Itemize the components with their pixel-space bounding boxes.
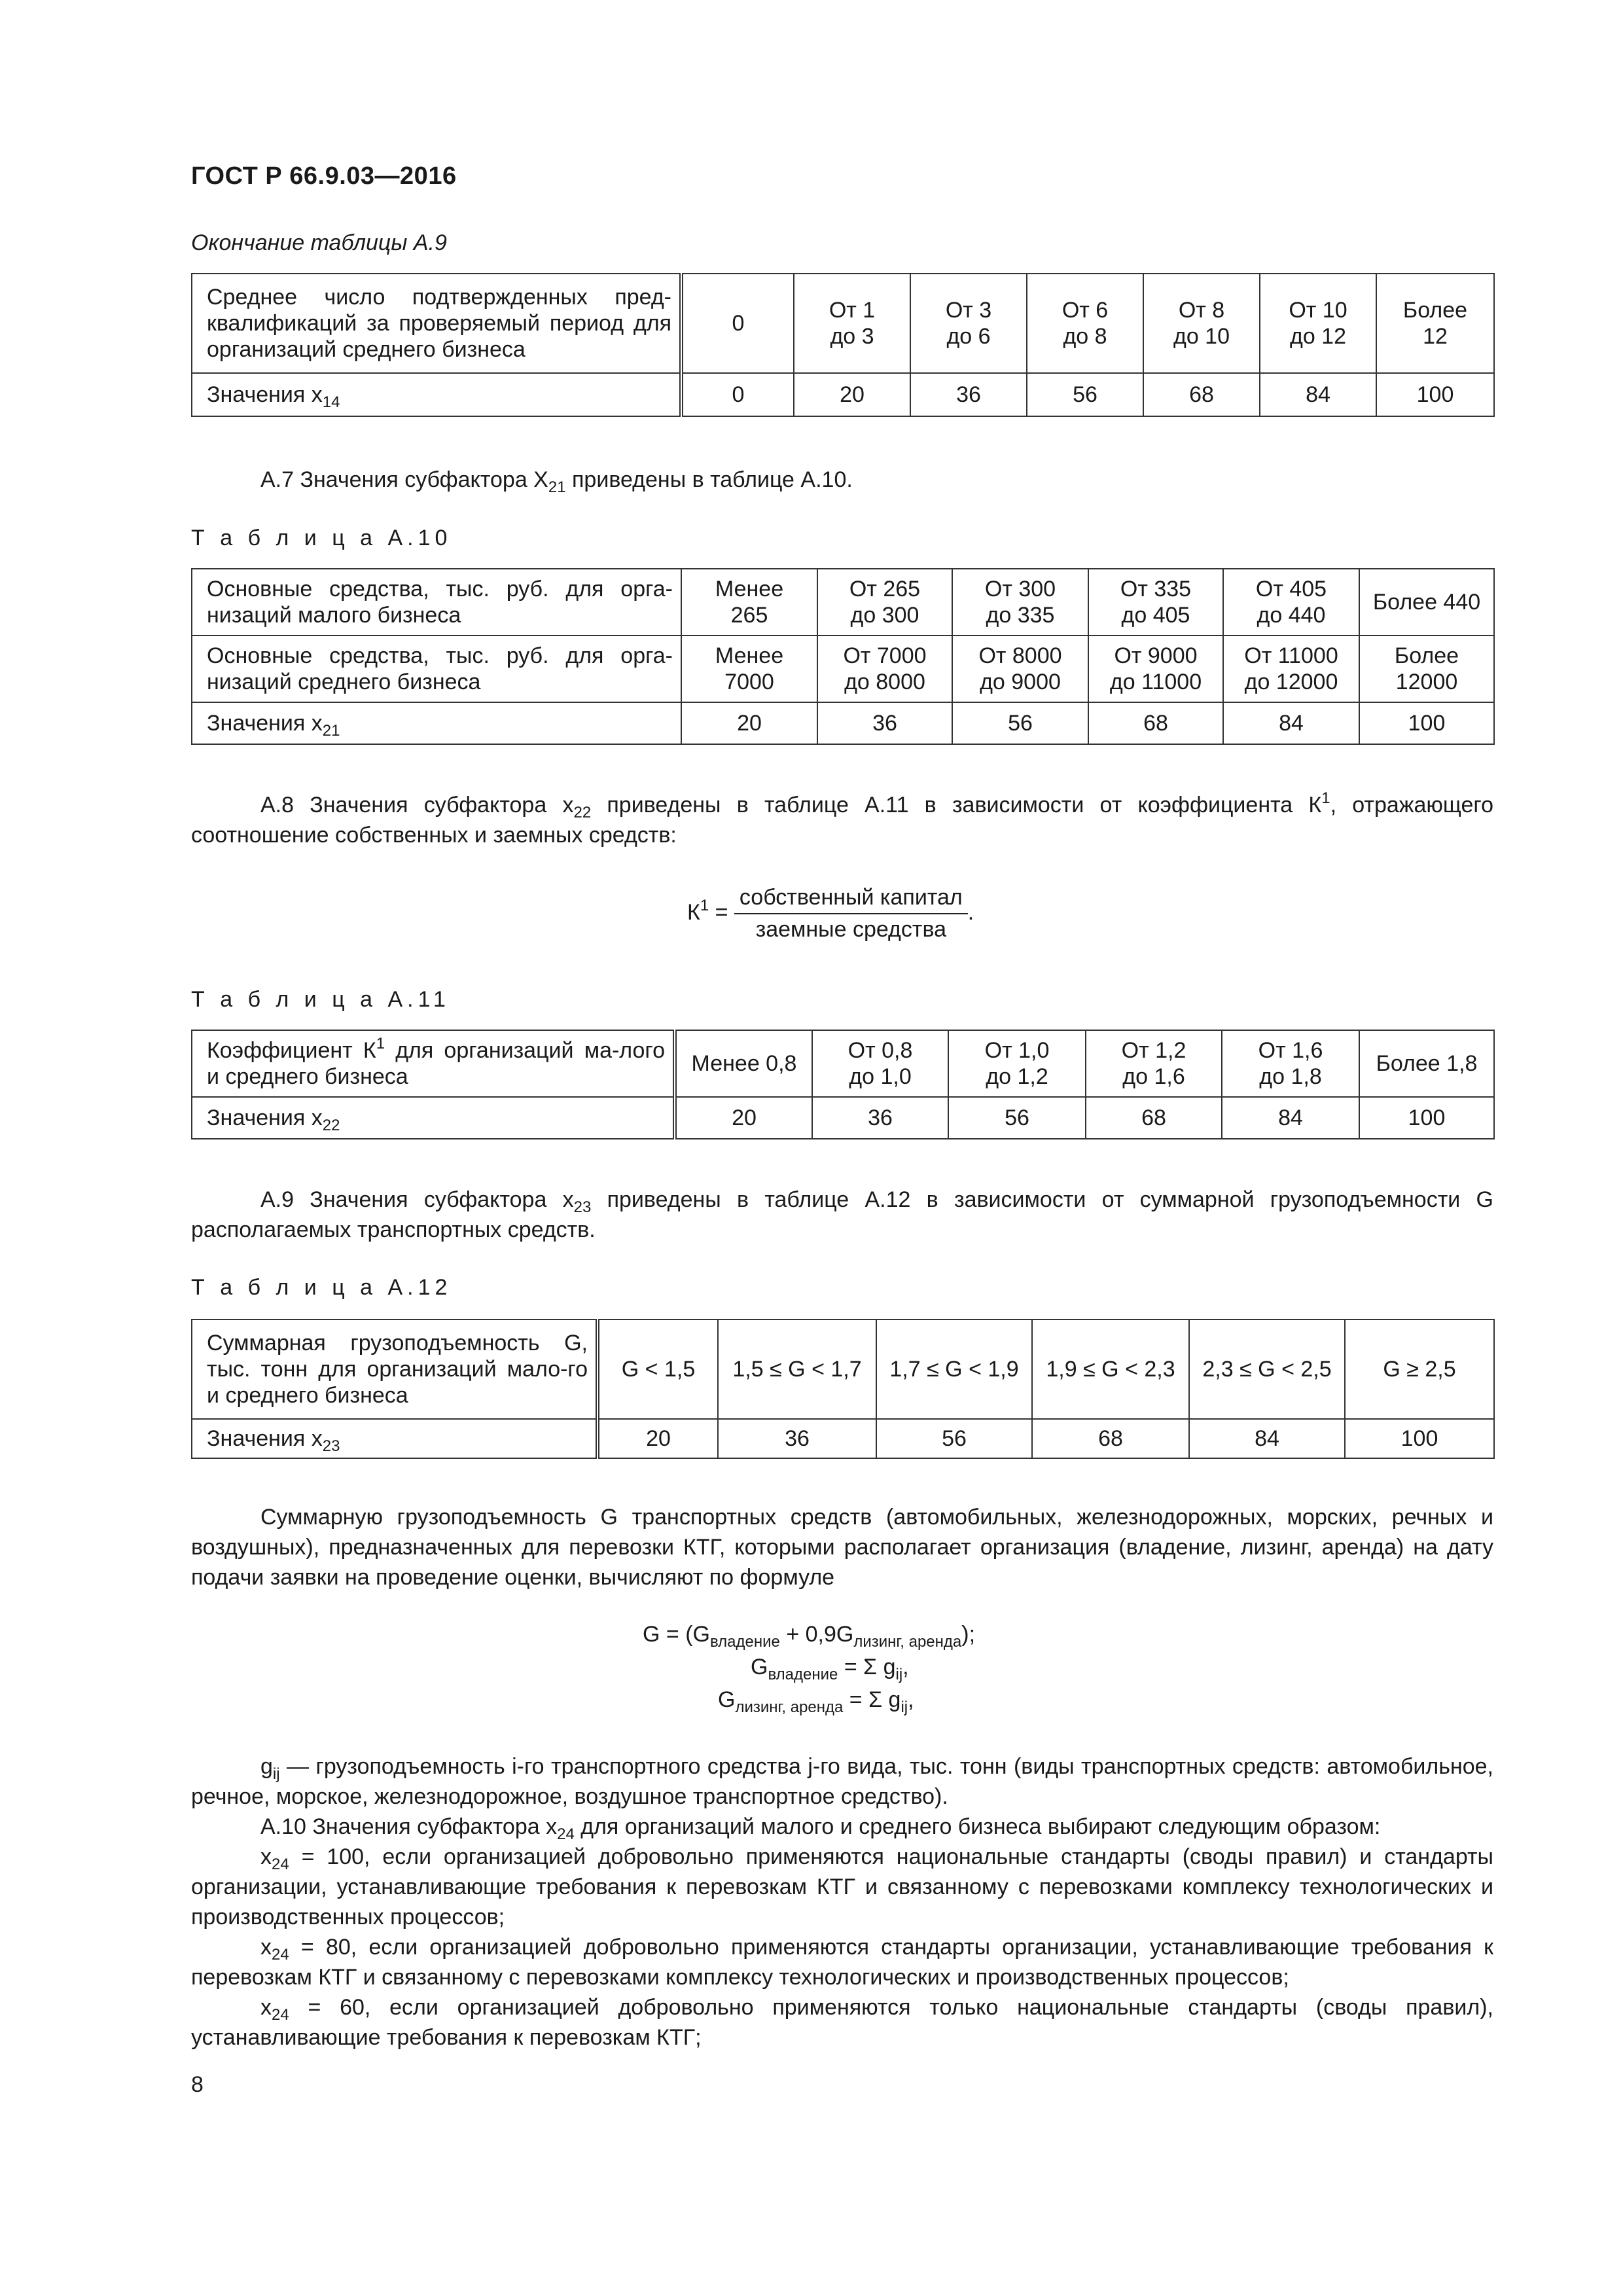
table-cell: 20 [681, 702, 817, 744]
table-cell: 56 [948, 1097, 1086, 1139]
table-cell: От 1,6 до 1,8 [1222, 1030, 1359, 1097]
table-cell: От 335 до 405 [1088, 569, 1223, 636]
table-cell: От 7000 до 8000 [817, 636, 952, 702]
gij-definition: $g_{ij}$ — грузоподъемность i-го транспортного средства j-го вида, тыс. тонн (виды транспортных средств: автомобильное, речное, морское, железнодорожное, воздушное транспортное средство). [191, 1754, 1493, 1809]
table-cell: 84 [1189, 1419, 1345, 1458]
table-a11 [191, 1030, 1495, 1139]
table-a9-row2-label: Значения $x_{14}$ [192, 373, 681, 416]
table-cell: Более 12000 [1359, 636, 1494, 702]
table-cell: Более 1,8 [1359, 1030, 1494, 1097]
formula-g-line3: $G_{лизинг, аренда} = \Sigma$ $g_{ij}$, [718, 1687, 914, 1716]
table-cell: Более 12 [1376, 274, 1494, 373]
formula-k1-denominator: заемные средства [755, 917, 947, 942]
table-cell: 2,3 ≤ G < 2,5 [1189, 1319, 1345, 1419]
table-cell: 0 [681, 373, 794, 416]
list-item: $x_{24} = 80$, если организацией добровольно применяются стандарты организации, устанавливающие требования к перевозкам КТГ и связанному с перевозками комплексу технологических и производственных процессов; [191, 1935, 1493, 1990]
page-number: 8 [191, 2072, 204, 2097]
table-cell: Более 440 [1359, 569, 1494, 636]
table-a10-row1-label: Основные средства, тыс. руб. для орга-низаций малого бизнеса [192, 569, 681, 636]
document-header: ГОСТ Р 66.9.03—2016 [191, 162, 457, 190]
table-cell: 84 [1260, 373, 1376, 416]
table-cell: 36 [817, 702, 952, 744]
table-cell: 36 [812, 1097, 948, 1139]
list-item: $x_{24} = 60$, если организацией добровольно применяются только национальные стандарты (своды правил), устанавливающие требования к перевозкам КТГ; [191, 1995, 1493, 2050]
table-cell: 1,7 ≤ G < 1,9 [876, 1319, 1032, 1419]
paragraph-g: Суммарную грузоподъемность G транспортных средств (автомобильных, железнодорожных, морских, речных и воздушных), предназначенных для перевозки КТГ, которыми располагает организация (владение, лизинг, аренда) на дату подачи заявки на проведение оценки, вычисляют по формуле [191, 1505, 1493, 1590]
table-cell: 68 [1143, 373, 1260, 416]
table-a12-row1-label: Суммарная грузоподъемность G, тыс. тонн для организаций мало-го и среднего бизнеса [192, 1319, 597, 1419]
table-a11-row2-label: Значения $x_{22}$ [192, 1097, 675, 1139]
table-cell: 56 [1027, 373, 1143, 416]
table-cell: От 10 до 12 [1260, 274, 1376, 373]
clause-a8: А.8 Значения субфактора $x_{22}$ приведены в таблице А.11 в зависимости от коэффициента $К^1$, отражающего соотношение собственных и заемных средств: [191, 789, 1493, 848]
table-cell: 20 [794, 373, 910, 416]
table-a10 [191, 568, 1495, 745]
list-item: $x_{24} = 100$, если организацией добровольно применяются национальные стандарты (своды правил) и стандарты организации, устанавливающие требования к перевозкам КТГ и связанному с перевозками комплексу технологических и производственных процессов; [191, 1844, 1493, 1929]
table-cell: 56 [952, 702, 1088, 744]
table-cell: От 8 до 10 [1143, 274, 1260, 373]
table-cell: 100 [1359, 1097, 1494, 1139]
table-cell: От 8000 до 9000 [952, 636, 1088, 702]
table-cell: От 6 до 8 [1027, 274, 1143, 373]
table-cell: 100 [1376, 373, 1494, 416]
table-a11-row1-label: Коэффициент $К^1$ для организаций ма-лого и среднего бизнеса [192, 1030, 675, 1097]
table-cell: Менее 0,8 [675, 1030, 812, 1097]
table-a12-row2-label: Значения $x_{23}$ [192, 1419, 597, 1458]
table-cell: 68 [1032, 1419, 1189, 1458]
table-cell: 100 [1359, 702, 1494, 744]
table-cell: 56 [876, 1419, 1032, 1458]
table-cell: От 9000 до 11000 [1088, 636, 1223, 702]
table-a9-row1-label: Среднее число подтвержденных пред-квалификаций за проверяемый период для организаций среднего бизнеса [192, 274, 681, 373]
table-cell: 100 [1345, 1419, 1494, 1458]
table-cell: От 1,0 до 1,2 [948, 1030, 1086, 1097]
clause-a7: А.7 Значения субфактора $X_{21}$ приведены в таблице А.10. [260, 467, 853, 496]
table-cell: G < 1,5 [597, 1319, 718, 1419]
table-cell: 84 [1222, 1097, 1359, 1139]
table-a9 [191, 273, 1495, 417]
table-cell: 1,9 ≤ G < 2,3 [1032, 1319, 1189, 1419]
table-cell: 1,5 ≤ G < 1,7 [718, 1319, 876, 1419]
table-cell: От 300 до 335 [952, 569, 1088, 636]
table-cell: 20 [597, 1419, 718, 1458]
table-a10-row2-label: Основные средства, тыс. руб. для орга-низаций среднего бизнеса [192, 636, 681, 702]
table-cell: 84 [1223, 702, 1359, 744]
table-a11-caption: Т а б л и ц а А.11 [191, 987, 450, 1012]
clause-a9: А.9 Значения субфактора $x_{23}$ приведены в таблице А.12 в зависимости от суммарной грузоподъемности G располагаемых транспортных средств. [191, 1187, 1493, 1242]
table-cell: 36 [718, 1419, 876, 1458]
table-cell: От 1 до 3 [794, 274, 910, 373]
table-cell: От 11000 до 12000 [1223, 636, 1359, 702]
table-a12-caption: Т а б л и ц а А.12 [191, 1275, 452, 1300]
table-cell: От 0,8 до 1,0 [812, 1030, 948, 1097]
table-cell: 68 [1088, 702, 1223, 744]
table-cell: 20 [675, 1097, 812, 1139]
formula-g-line2: $G_{владение} = \Sigma$ $g_{ij}$, [751, 1655, 909, 1683]
formula-k1-numerator: собственный капитал [734, 885, 968, 914]
table-a9-caption: Окончание таблицы А.9 [191, 230, 447, 255]
table-cell: 0 [681, 274, 794, 373]
table-a12 [191, 1319, 1495, 1459]
table-cell: От 1,2 до 1,6 [1086, 1030, 1222, 1097]
table-cell: 36 [910, 373, 1027, 416]
table-cell: Менее 7000 [681, 636, 817, 702]
clause-a10: А.10 Значения субфактора $x_{24}$ для организаций малого и среднего бизнеса выбирают следующим образом: [260, 1814, 1381, 1843]
table-cell: 68 [1086, 1097, 1222, 1139]
table-cell: От 3 до 6 [910, 274, 1027, 373]
table-cell: От 405 до 440 [1223, 569, 1359, 636]
table-a10-row3-label: Значения $x_{21}$ [192, 702, 681, 744]
table-a10-caption: Т а б л и ц а А.10 [191, 526, 452, 550]
table-cell: G ≥ 2,5 [1345, 1319, 1494, 1419]
table-cell: От 265 до 300 [817, 569, 952, 636]
formula-k1: $К^1$ = $\frac{\text{собственный капитал}}{\text{заемные средства}}$ . [687, 885, 974, 942]
table-cell: Менее 265 [681, 569, 817, 636]
formula-g-line1: $G = (G_{владение} + 0,9G_{лизинг, аренда})$; [643, 1622, 976, 1651]
